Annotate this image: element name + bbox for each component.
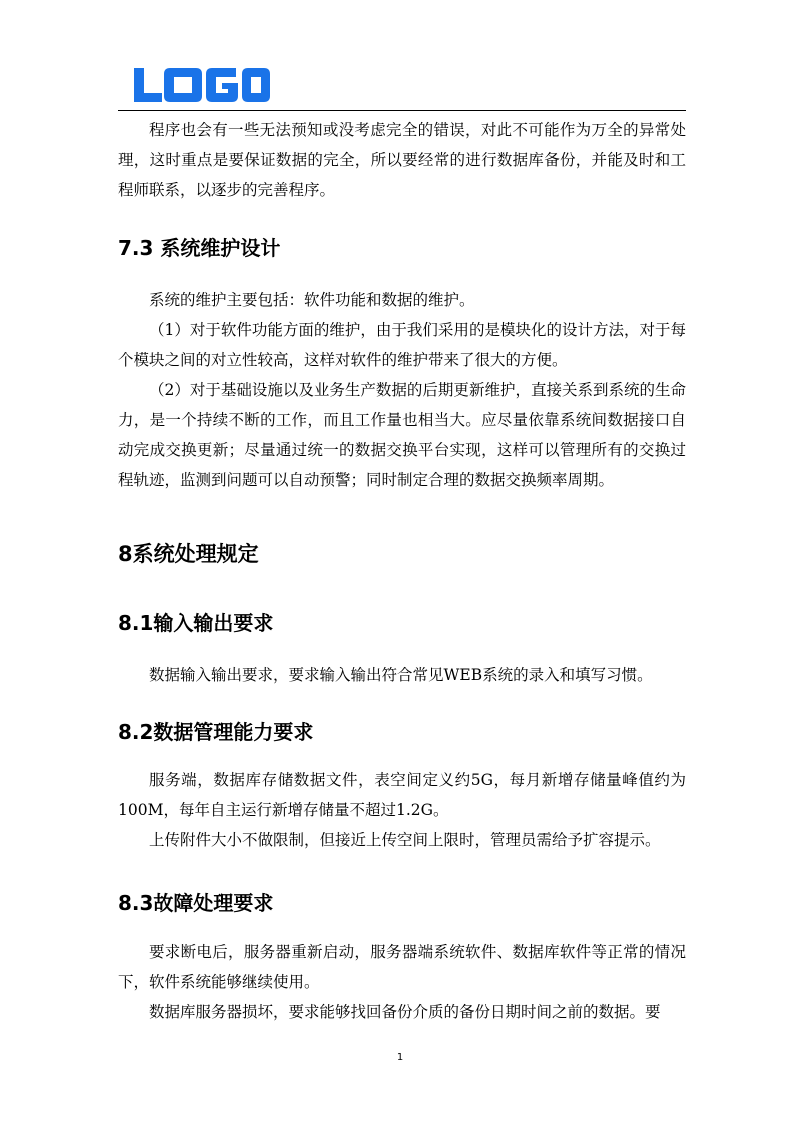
paragraph-8-2-b: 上传附件大小不做限制，但接近上传空间上限时，管理员需给予扩容提示。 [149,831,661,849]
section-heading-8-2: 8.2数据管理能力要求 [118,720,314,744]
paragraph-8-3-b: 数据库服务器损坏，要求能够找回备份介质的备份日期时间之前的数据。要 [149,1003,661,1021]
paragraph-8-3-a: 要求断电后，服务器重新启动，服务器端系统软件、数据库软件等正常的情况下，软件系统能够继续使用。 [118,943,686,991]
paragraph-7-3-c: （2）对于基础设施以及业务生产数据的后期更新维护，直接关系到系统的生命力，是一个持续不断的工作，而且工作量也相当大。应尽量依靠系统间数据接口自动完成交换更新；尽量通过统一的数据交换平台实现，这样可以管理所有的交换过程轨迹，监测到问题可以自动预警；同时制定合理的数据交换频率周期。 [118,381,686,489]
paragraph-8-2-a: 服务端，数据库存储数据文件，表空间定义约5G，每月新增存储量峰值约为100M，每年自主运行新增存储量不超过1.2G。 [118,771,686,819]
logo [132,67,272,103]
chapter-heading-8: 8系统处理规定 [118,542,259,566]
paragraph-intro: 程序也会有一些无法预知或没考虑完全的错误，对此不可能作为万全的异常处理，这时重点是要保证数据的完全，所以要经常的进行数据库备份，并能及时和工程师联系，以逐步的完善程序。 [118,121,686,199]
section-heading-8-3: 8.3故障处理要求 [118,891,274,915]
paragraph-8-1: 数据输入输出要求，要求输入输出符合常见WEB系统的录入和填写习惯。 [149,666,653,684]
paragraph-7-3-b: （1）对于软件功能方面的维护，由于我们采用的是模块化的设计方法，对于每个模块之间的对立性较高，这样对软件的维护带来了很大的方便。 [118,321,686,369]
section-heading-7-3: 7.3 系统维护设计 [118,236,281,260]
section-7-3-body [118,285,686,495]
section-8-2-body [118,765,686,855]
section-heading-8-1: 8.1输入输出要求 [118,611,274,635]
page-number: 1 [396,1052,404,1063]
header-divider [118,110,686,111]
paragraph-7-3-a: 系统的维护主要包括：软件功能和数据的维护。 [149,291,475,309]
paragraph-intro-block [118,115,686,205]
section-8-1-body [118,660,686,690]
section-8-3-body [118,937,686,1027]
